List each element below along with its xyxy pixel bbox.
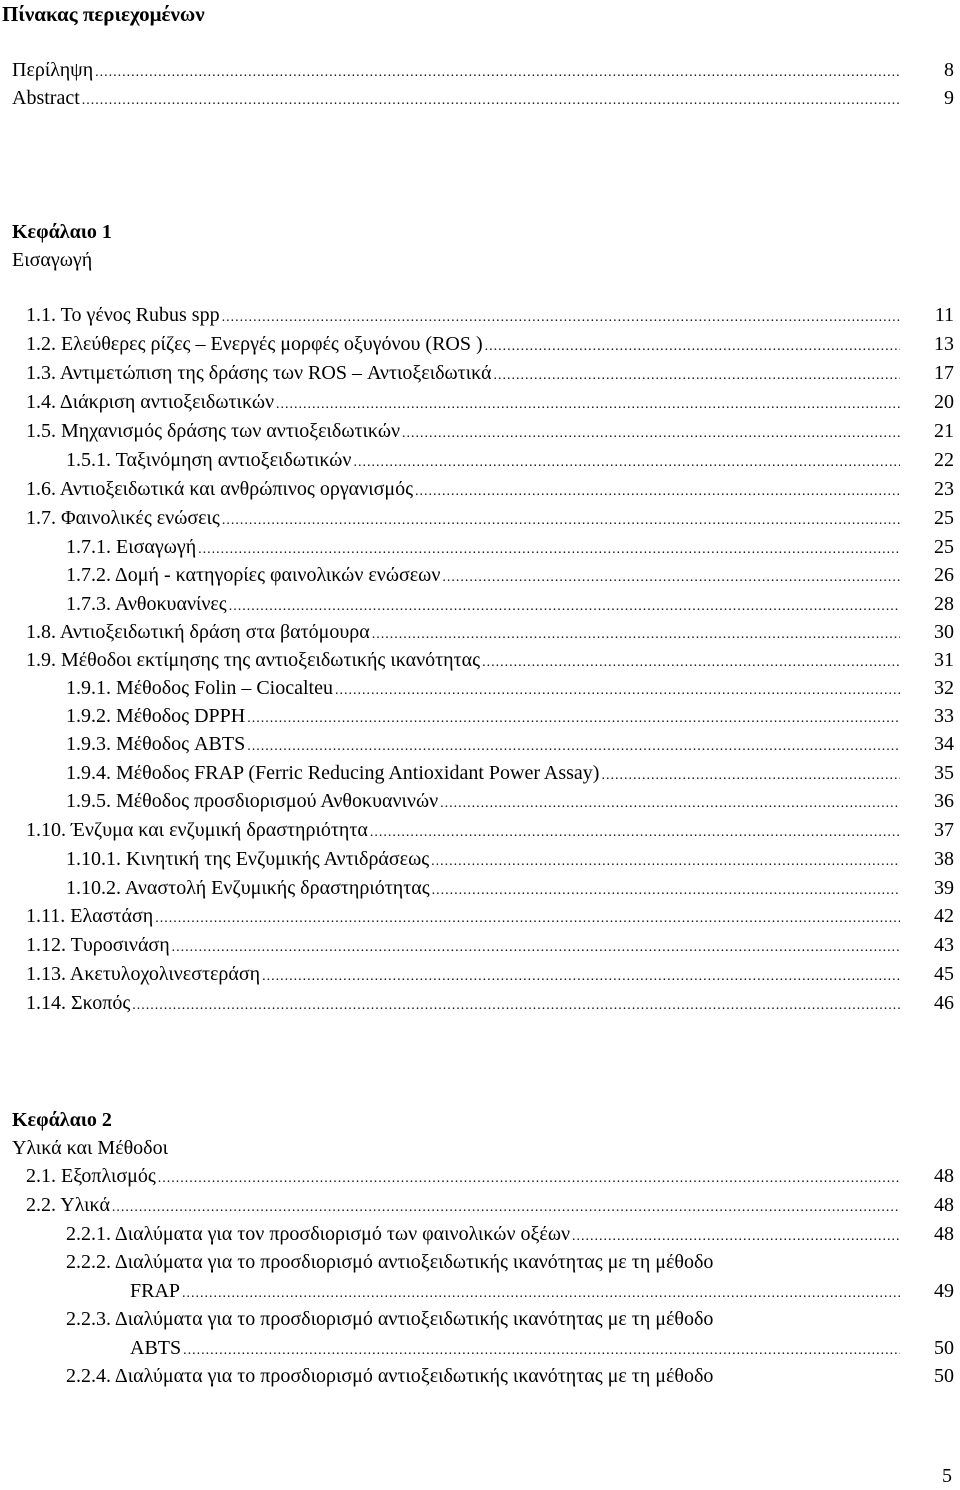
chapter1-title: Εισαγωγή bbox=[12, 249, 93, 271]
chapter1-toc-entry bbox=[26, 330, 902, 358]
chapter1-toc-entry bbox=[26, 475, 902, 503]
toc-page-number: 45 bbox=[934, 963, 954, 985]
toc-page-number: 28 bbox=[934, 593, 954, 615]
chapter1-toc-entry bbox=[66, 446, 902, 474]
toc-entry-label: 1.4. Διάκριση αντιοξειδωτικών bbox=[26, 391, 275, 413]
toc-entry-label: 1.12. Τυροσινάση bbox=[26, 934, 170, 956]
front-toc-entry bbox=[12, 56, 902, 84]
dot-leader bbox=[335, 677, 900, 705]
toc-entry-label: 1.8. Αντιοξειδωτική δράση στα βατόμουρα bbox=[26, 621, 370, 643]
dot-leader bbox=[402, 420, 900, 448]
chapter1-toc-entry bbox=[26, 388, 902, 416]
dot-leader bbox=[112, 1194, 900, 1222]
toc-page-number: 20 bbox=[934, 391, 954, 413]
toc-page-number: 21 bbox=[934, 420, 954, 442]
dot-leader bbox=[262, 963, 900, 991]
dot-leader bbox=[572, 1223, 900, 1251]
toc-page-number: 23 bbox=[934, 478, 954, 500]
chapter2-toc-entry bbox=[66, 1305, 960, 1333]
toc-entry-label: 1.9.3. Μέθοδος ABTS bbox=[66, 733, 246, 755]
chapter1-toc-entry bbox=[66, 533, 902, 561]
page-title: Πίνακας περιεχομένων bbox=[2, 2, 205, 26]
dot-leader bbox=[370, 819, 900, 847]
toc-page-number: 48 bbox=[934, 1165, 954, 1187]
toc-entry-label: 2.2.2. Διαλύματα για το προσδιορισμό αντιοξειδωτικής ικανότητας με τη μέθοδο bbox=[66, 1251, 714, 1273]
toc-page-number: 25 bbox=[934, 536, 954, 558]
dot-leader bbox=[229, 593, 900, 621]
dot-leader bbox=[372, 621, 900, 649]
toc-page-number: 36 bbox=[934, 790, 954, 812]
dot-leader bbox=[485, 333, 900, 361]
chapter1-toc-entry bbox=[26, 646, 902, 674]
chapter1-toc-entry bbox=[66, 787, 902, 815]
chapter1-toc-entry bbox=[26, 359, 902, 387]
toc-entry-label: 1.10.2. Αναστολή Ενζυμικής δραστηριότητας bbox=[66, 877, 430, 899]
dot-leader bbox=[442, 564, 900, 592]
chapter2-toc-entry bbox=[66, 1362, 902, 1390]
toc-page-number: 33 bbox=[934, 705, 954, 727]
toc-page-number: 46 bbox=[934, 992, 954, 1014]
toc-page-number: 35 bbox=[934, 762, 954, 784]
dot-leader bbox=[440, 790, 900, 818]
toc-page-number: 42 bbox=[934, 905, 954, 927]
front-toc-entry bbox=[12, 84, 902, 112]
dot-leader bbox=[182, 1280, 900, 1308]
dot-leader bbox=[601, 762, 900, 790]
toc-entry-label: 1.10. Ένζυμα και ενζυμική δραστηριότητα bbox=[26, 819, 368, 841]
chapter1-toc-entry bbox=[66, 845, 902, 873]
dot-leader bbox=[198, 536, 900, 564]
dot-leader bbox=[247, 733, 900, 761]
chapter1-toc-entry bbox=[26, 618, 902, 646]
toc-entry-label: 1.10.1. Κινητική της Ενζυμικής Αντιδράσεως bbox=[66, 848, 430, 870]
chapter2-heading: Κεφάλαιο 2 bbox=[12, 1109, 112, 1131]
toc-entry-label: 1.2. Ελεύθερες ρίζες – Ενεργές μορφές οξυγόνου (ROS ) bbox=[26, 333, 483, 355]
toc-entry-label: 1.7. Φαινολικές ενώσεις bbox=[26, 507, 220, 529]
toc-page-number: 32 bbox=[934, 677, 954, 699]
toc-entry-label: 2.2.4. Διαλύματα για το προσδιορισμό αντιοξειδωτικής ικανότητας με τη μέθοδο bbox=[66, 1365, 714, 1387]
chapter1-toc-entry bbox=[66, 674, 902, 702]
dot-leader bbox=[432, 877, 900, 905]
toc-entry-label: 1.7.1. Εισαγωγή bbox=[66, 536, 197, 558]
chapter1-toc-entry bbox=[66, 590, 902, 618]
toc-page-number: 9 bbox=[944, 87, 954, 109]
toc-page-number: 38 bbox=[934, 848, 954, 870]
toc-page-number: 48 bbox=[934, 1194, 954, 1216]
page-number: 5 bbox=[942, 1465, 952, 1487]
toc-entry-label: 1.9.5. Μέθοδος προσδιορισμού Ανθοκυανινών bbox=[66, 790, 439, 812]
dot-leader bbox=[158, 1165, 900, 1193]
dot-leader bbox=[431, 848, 900, 876]
chapter1-toc-entry bbox=[26, 816, 902, 844]
toc-entry-label: 1.7.2. Δομή - κατηγορίες φαινολικών ενώσεων bbox=[66, 564, 441, 586]
toc-page-number: 34 bbox=[934, 733, 954, 755]
dot-leader bbox=[482, 649, 900, 677]
chapter1-toc-entry bbox=[26, 931, 902, 959]
dot-leader bbox=[172, 934, 900, 962]
toc-entry-label: 1.11. Ελαστάση bbox=[26, 905, 154, 927]
toc-page-number: 13 bbox=[934, 333, 954, 355]
toc-page-number: 39 bbox=[934, 877, 954, 899]
toc-entry-label: 1.5.1. Ταξινόμηση αντιοξειδωτικών bbox=[66, 449, 352, 471]
chapter1-toc-entry bbox=[66, 759, 902, 787]
chapter1-toc-entry bbox=[26, 417, 902, 445]
toc-entry-label: Abstract bbox=[12, 87, 80, 109]
toc-page-number: 17 bbox=[934, 362, 954, 384]
dot-leader bbox=[415, 478, 900, 506]
toc-entry-label: ABTS bbox=[130, 1337, 182, 1359]
chapter2-toc-entry bbox=[26, 1162, 902, 1190]
chapter1-toc-entry bbox=[26, 301, 902, 329]
dot-leader bbox=[95, 59, 900, 87]
chapter1-toc-entry bbox=[26, 960, 902, 988]
dot-leader bbox=[247, 705, 900, 733]
chapter1-toc-entry bbox=[66, 561, 902, 589]
toc-page-number: 50 bbox=[934, 1337, 954, 1359]
toc-page-number: 48 bbox=[934, 1223, 954, 1245]
chapter2-toc-entry bbox=[130, 1277, 902, 1305]
toc-page-number: 43 bbox=[934, 934, 954, 956]
toc-page-number: 25 bbox=[934, 507, 954, 529]
dot-leader bbox=[222, 304, 900, 332]
chapter1-toc-entry bbox=[26, 504, 902, 532]
chapter1-toc-entry bbox=[66, 702, 902, 730]
dot-leader bbox=[353, 449, 900, 477]
toc-page-number: 8 bbox=[944, 59, 954, 81]
toc-entry-label: 1.5. Μηχανισμός δράσης των αντιοξειδωτικών bbox=[26, 420, 401, 442]
chapter1-toc-entry bbox=[66, 730, 902, 758]
toc-page-number: 22 bbox=[934, 449, 954, 471]
dot-leader bbox=[155, 905, 900, 933]
toc-entry-label: 1.13. Ακετυλοχολινεστεράση bbox=[26, 963, 261, 985]
toc-page-number: 49 bbox=[934, 1280, 954, 1302]
toc-page-number: 31 bbox=[934, 649, 954, 671]
chapter1-toc-entry bbox=[26, 902, 902, 930]
toc-entry-label: 1.9.1. Μέθοδος Folin – Ciocalteu bbox=[66, 677, 333, 699]
chapter2-title: Υλικά και Μέθοδοι bbox=[12, 1137, 168, 1159]
toc-entry-label: 1.14. Σκοπός bbox=[26, 992, 131, 1014]
toc-entry-label: 2.2. Υλικά bbox=[26, 1194, 110, 1216]
toc-entry-label: 1.9.2. Μέθοδος DPPH bbox=[66, 705, 246, 727]
chapter1-toc-entry bbox=[26, 989, 902, 1017]
chapter2-toc-entry bbox=[66, 1220, 902, 1248]
dot-leader bbox=[183, 1337, 900, 1365]
toc-entry-label: 1.9. Μέθοδοι εκτίμησης της αντιοξειδωτικής ικανότητας bbox=[26, 649, 481, 671]
toc-entry-label: 1.6. Αντιοξειδωτικά και ανθρώπινος οργανισμός bbox=[26, 478, 413, 500]
toc-entry-label: FRAP bbox=[130, 1280, 181, 1302]
toc-entry-label: 1.1. Το γένος Rubus spp bbox=[26, 304, 220, 326]
toc-entry-label: 2.2.1. Διαλύματα για τον προσδιορισμό των φαινολικών οξέων bbox=[66, 1223, 571, 1245]
chapter1-toc-entry bbox=[66, 874, 902, 902]
chapter2-toc-entry bbox=[66, 1248, 960, 1276]
chapter1-heading: Κεφάλαιο 1 bbox=[12, 221, 112, 243]
chapter2-toc-entry bbox=[130, 1334, 902, 1362]
toc-entry-label: 1.3. Αντιμετώπιση της δράσης των ROS – Αντιοξειδωτικά bbox=[26, 362, 492, 384]
dot-leader bbox=[132, 992, 900, 1020]
toc-page-number: 26 bbox=[934, 564, 954, 586]
toc-page-number: 30 bbox=[934, 621, 954, 643]
toc-page-number: 37 bbox=[934, 819, 954, 841]
chapter2-toc-entry bbox=[26, 1191, 902, 1219]
toc-page-number: 50 bbox=[934, 1365, 954, 1387]
dot-leader bbox=[493, 362, 900, 390]
toc-entry-label: 1.7.3. Ανθοκυανίνες bbox=[66, 593, 227, 615]
toc-page-number: 11 bbox=[934, 304, 954, 326]
toc-entry-label: 2.2.3. Διαλύματα για το προσδιορισμό αντιοξειδωτικής ικανότητας με τη μέθοδο bbox=[66, 1308, 714, 1330]
dot-leader bbox=[276, 391, 900, 419]
toc-entry-label: 1.9.4. Μέθοδος FRAP (Ferric Reducing Antioxidant Power Assay) bbox=[66, 762, 600, 784]
toc-entry-label: Περίληψη bbox=[12, 59, 94, 81]
dot-leader bbox=[82, 87, 900, 115]
dot-leader bbox=[222, 507, 900, 535]
toc-entry-label: 2.1. Εξοπλισμός bbox=[26, 1165, 156, 1187]
